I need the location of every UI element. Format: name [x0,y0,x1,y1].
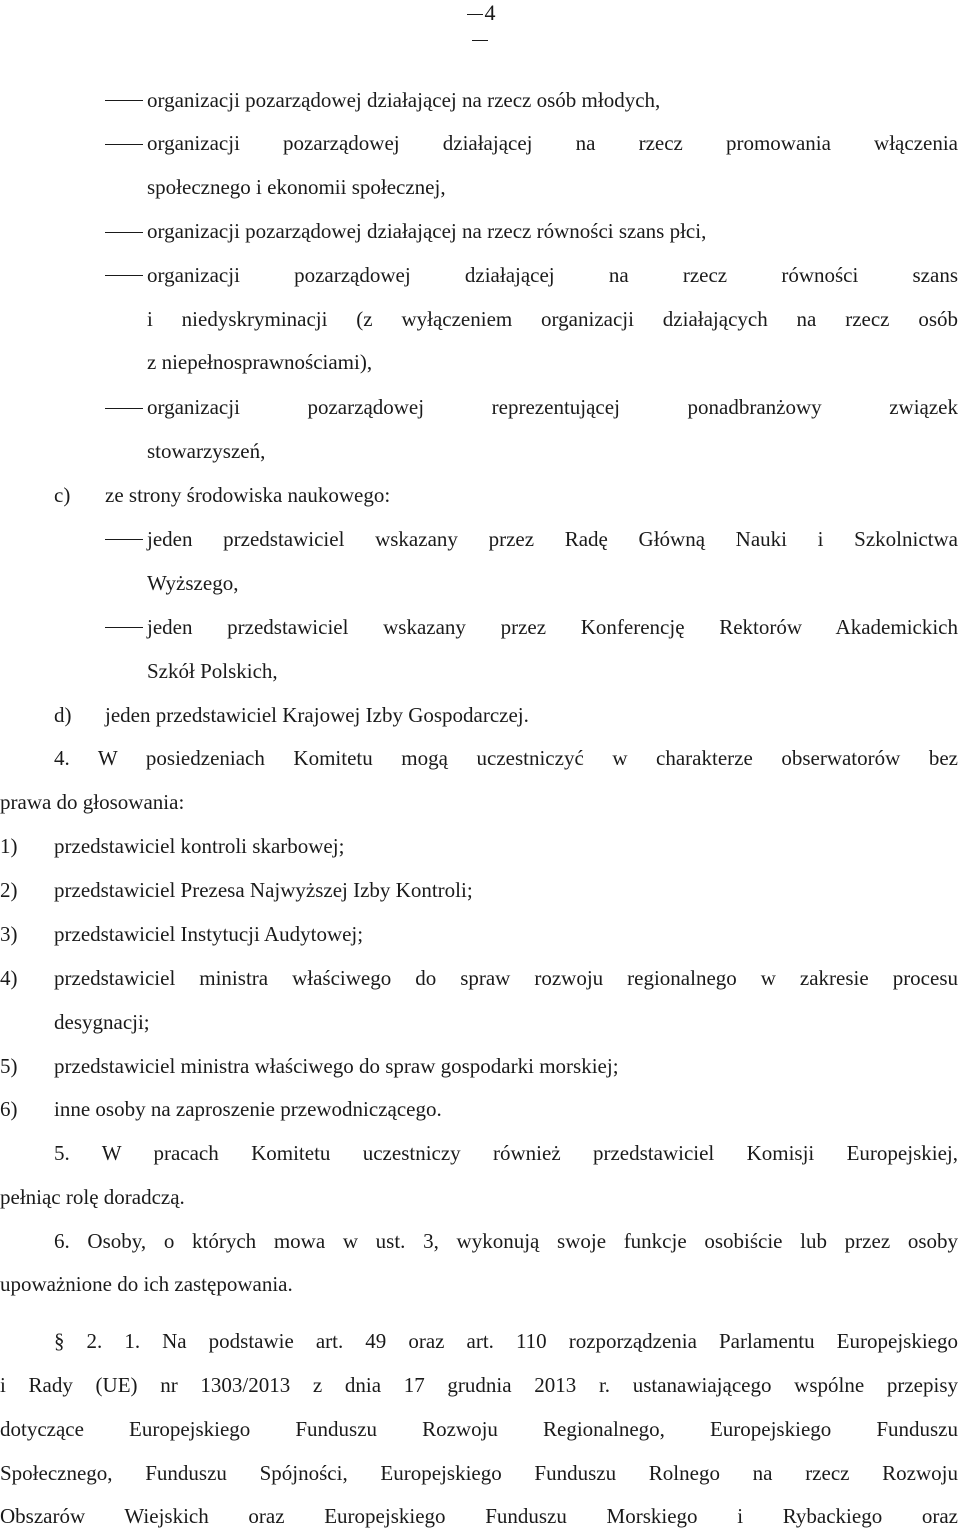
text-line: organizacji pozarządowej działającej na rzecz promowania włączenia [147,131,958,155]
text-line: jeden przedstawiciel Krajowej Izby Gospodarczej. [105,703,529,727]
text-line: organizacji pozarządowej działającej na rzecz osób młodych, [147,88,661,112]
text-line: Szkół Polskich, [147,659,278,683]
text-line: z niepełnosprawnościami), [147,350,373,374]
paragraph-line: 4. W posiedzeniach Komitetu mogą uczestniczyć w charakterze obserwatorów bez [54,746,958,770]
text-line: organizacji pozarządowej działającej na rzecz równości szans [147,263,958,287]
paragraph-line: pełniąc rolę doradczą. [0,1185,185,1209]
dash-bullet [105,627,143,628]
item-label: 6) [0,1097,18,1121]
dash-bullet [105,144,143,145]
text-line: przedstawiciel kontroli skarbowej; [54,834,345,858]
text-line: stowarzyszeń, [147,439,266,463]
text-line: przedstawiciel ministra właściwego do spraw gospodarki morskiej; [54,1054,619,1078]
dash-bullet [105,408,143,409]
item-label-c: c) [54,483,71,507]
section-line: Obszarów Wiejskich oraz Europejskiego Funduszu Morskiego i Rybackiego oraz [0,1504,958,1528]
text-line: przedstawiciel Prezesa Najwyższej Izby Kontroli; [54,878,473,902]
text-line: jeden przedstawiciel wskazany przez Radę Główną Nauki i Szkolnictwa [147,527,958,551]
dash-bullet [105,539,143,540]
paragraph-line: prawa do głosowania: [0,790,185,814]
text-line: organizacji pozarządowej reprezentującej ponadbranżowy związek [147,395,958,419]
text-line: przedstawiciel ministra właściwego do spraw rozwoju regionalnego w zakresie procesu [54,966,958,990]
item-label: 4) [0,966,18,990]
paragraph-line: 5. W pracach Komitetu uczestniczy również przedstawiciel Komisji Europejskiej, [54,1141,958,1165]
paragraph-line: upoważnione do ich zastępowania. [0,1272,293,1296]
item-label: 3) [0,922,18,946]
text-line: desygnacji; [54,1010,150,1034]
text-line: przedstawiciel Instytucji Audytowej; [54,922,364,946]
item-label: 5) [0,1054,18,1078]
page-number: 4 [457,0,503,52]
section-line: Społecznego, Funduszu Spójności, Europejskiego Funduszu Rolnego na rzecz Rozwoju [0,1461,958,1485]
section-line: § 2. 1. Na podstawie art. 49 oraz art. 110 rozporządzenia Parlamentu Europejskiego [54,1329,958,1353]
paragraph-line: 6. Osoby, o których mowa w ust. 3, wykonują swoje funkcje osobiście lub przez osoby [54,1229,958,1253]
text-line: jeden przedstawiciel wskazany przez Konferencję Rektorów Akademickich [147,615,958,639]
item-label-d: d) [54,703,72,727]
dash-bullet [105,100,143,101]
text-line: organizacji pozarządowej działającej na rzecz równości szans płci, [147,219,707,243]
section-line: dotyczące Europejskiego Funduszu Rozwoju Regionalnego, Europejskiego Funduszu [0,1417,958,1441]
dash-bullet [105,232,143,233]
section-line: i Rady (UE) nr 1303/2013 z dnia 17 grudnia 2013 r. ustanawiającego wspólne przepisy [0,1373,958,1397]
text-line: i niedyskryminacji (z wyłączeniem organizacji działających na rzecz osób [147,307,958,331]
item-label: 1) [0,834,18,858]
text-line: Wyższego, [147,571,239,595]
text-line: ze strony środowiska naukowego: [105,483,391,507]
text-line: społecznego i ekonomii społecznej, [147,175,446,199]
dash-bullet [105,275,143,276]
text-line: inne osoby na zaproszenie przewodniczącego. [54,1097,442,1121]
item-label: 2) [0,878,18,902]
